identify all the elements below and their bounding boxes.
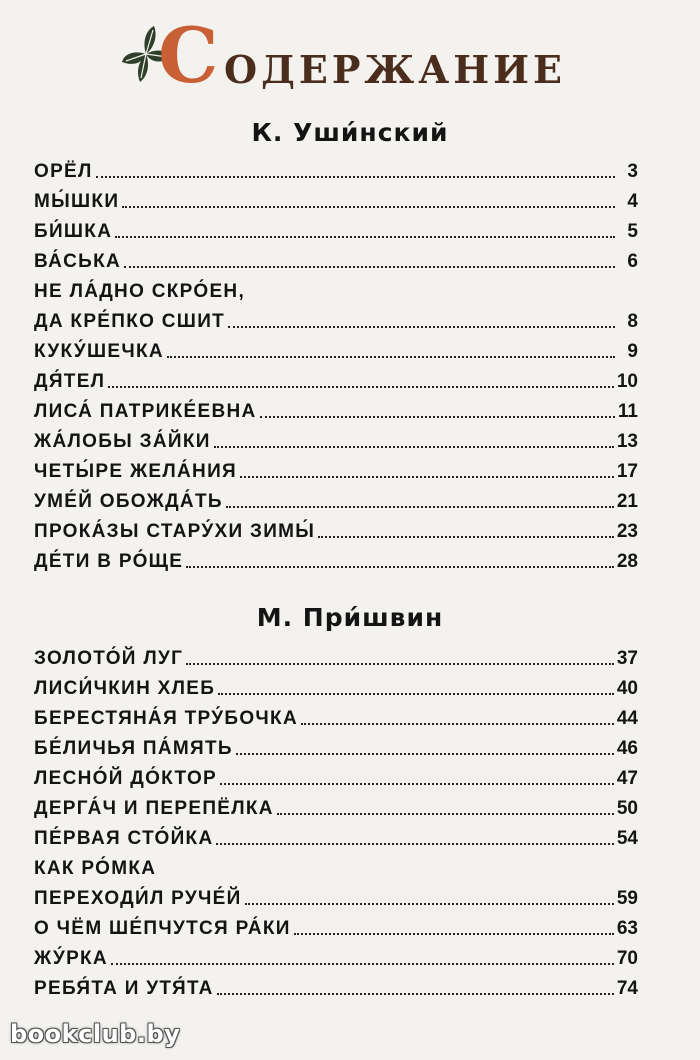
toc-title: ПРОКА́ЗЫ СТАРУ́ХИ ЗИМЫ́ [34, 521, 316, 542]
toc-page-number: 40 [616, 678, 638, 699]
toc-row[interactable] [34, 393, 638, 423]
dot-leader [108, 386, 614, 388]
toc-title: УМЕ́Й ОБОЖДА́ТЬ [34, 491, 223, 512]
dot-leader [260, 416, 615, 418]
dot-leader [294, 933, 614, 935]
toc-page-number: 13 [616, 431, 638, 452]
toc-page-number: 54 [616, 828, 638, 849]
toc-row[interactable] [34, 273, 638, 303]
title-initial-letter: С [158, 11, 219, 100]
toc-row[interactable] [34, 303, 638, 333]
toc-row[interactable] [34, 760, 638, 790]
toc-title: ПЕ́РВАЯ СТО́ЙКА [34, 828, 214, 849]
toc-page-number: 9 [627, 341, 638, 362]
toc-row[interactable] [34, 453, 638, 483]
toc-page-number: 10 [616, 371, 638, 392]
toc-page-number: 47 [616, 768, 638, 789]
toc-title: ДЕРГА́Ч И ПЕРЕПЁЛКА [34, 798, 274, 819]
dot-leader [220, 783, 614, 785]
toc-page-number: 6 [627, 251, 638, 272]
toc-row[interactable] [34, 790, 638, 820]
toc-row[interactable] [34, 970, 638, 1000]
author-heading-ushinsky: К. Уши́нский [251, 118, 449, 147]
toc-page-number: 3 [627, 161, 638, 182]
dot-leader [277, 813, 614, 815]
toc-title: МЫ́ШКИ [34, 191, 120, 212]
dot-leader [167, 356, 615, 358]
toc-page-number: 59 [616, 888, 638, 909]
dot-leader [228, 326, 615, 328]
toc-page-number: 74 [616, 978, 638, 999]
contents-header [118, 11, 567, 100]
dot-leader [301, 723, 614, 725]
toc-row[interactable] [34, 820, 638, 850]
dot-leader [318, 536, 614, 538]
toc-row[interactable] [34, 670, 638, 700]
dot-leader [96, 176, 615, 178]
toc-page-number: 28 [616, 551, 638, 572]
dot-leader [216, 843, 613, 845]
toc-title: БИ́ШКА [34, 221, 113, 242]
toc-row[interactable] [34, 940, 638, 970]
dot-leader [217, 993, 614, 995]
author-heading-prishvin: М. При́швин [256, 603, 444, 632]
toc-row[interactable] [34, 183, 638, 213]
toc-title: БЕ́ЛИЧЬЯ ПА́МЯТЬ [34, 738, 233, 759]
toc-row[interactable] [34, 730, 638, 760]
toc-title: КУКУ́ШЕЧКА [34, 341, 164, 362]
toc-row[interactable] [34, 700, 638, 730]
dot-leader [124, 266, 615, 268]
toc-title: ЛЕСНО́Й ДО́КТОР [34, 768, 218, 789]
watermark: bookclub.by [10, 1020, 181, 1048]
toc-page-number: 5 [627, 221, 638, 242]
toc-row[interactable] [34, 880, 638, 910]
toc-title: НЕ ЛА́ДНО СКРО́ЕН, [34, 281, 246, 302]
toc-title: О ЧЁМ ШЕ́ПЧУТСЯ РА́КИ [34, 918, 291, 939]
page-title: ОДЕРЖАНИЕ [224, 47, 567, 92]
dot-leader [115, 236, 615, 238]
toc-title: БЕРЕСТЯНА́Я ТРУ́БОЧКА [34, 708, 298, 729]
dot-leader [111, 963, 614, 965]
dot-leader [122, 206, 615, 208]
toc-title: ЖА́ЛОБЫ ЗА́ЙКИ [34, 431, 211, 452]
toc-title: ДЕ́ТИ В РО́ЩЕ [34, 551, 184, 572]
toc-page-number: 44 [616, 708, 638, 729]
toc-row[interactable] [34, 850, 638, 880]
dot-leader [214, 446, 614, 448]
toc-row[interactable] [34, 910, 638, 940]
toc-title: ВА́СЬКА [34, 251, 121, 272]
toc-title: ЧЕТЫ́РЕ ЖЕЛА́НИЯ [34, 461, 237, 482]
dot-leader [186, 663, 614, 665]
toc-title: КАК РО́МКА [34, 858, 157, 879]
toc-page-number: 46 [616, 738, 638, 759]
dot-leader [236, 753, 614, 755]
toc-page-number: 63 [616, 918, 638, 939]
toc-title: ДА КРЕ́ПКО СШИТ [34, 311, 226, 332]
toc-page-number: 50 [616, 798, 638, 819]
toc-page-number: 21 [616, 491, 638, 512]
toc-page-number: 4 [627, 191, 638, 212]
toc-row[interactable] [34, 543, 638, 573]
dot-leader [240, 476, 614, 478]
dot-leader [245, 903, 614, 905]
dot-leader [186, 566, 614, 568]
toc-page-number: 8 [627, 311, 638, 332]
dot-leader [226, 506, 614, 508]
toc-row[interactable] [34, 423, 638, 453]
toc-page-number: 70 [616, 948, 638, 969]
toc-title: РЕБЯ́ТА И УТЯ́ТА [34, 978, 214, 999]
toc-row[interactable] [34, 333, 638, 363]
toc-title: ЛИСА́ ПАТРИКЕ́ЕВНА [34, 401, 257, 422]
toc-row[interactable] [34, 213, 638, 243]
toc-page-number: 17 [616, 461, 638, 482]
toc-row[interactable] [34, 483, 638, 513]
toc-page-number: 23 [616, 521, 638, 542]
toc-row[interactable] [34, 363, 638, 393]
toc-title: ЗОЛОТО́Й ЛУГ [34, 648, 184, 669]
toc-row[interactable] [34, 513, 638, 543]
toc-title: ПЕРЕХОДИ́Л РУЧЕ́Й [34, 888, 242, 909]
toc-title: ДЯ́ТЕЛ [34, 371, 106, 392]
toc-title: ОРЁЛ [34, 161, 93, 182]
toc-row[interactable] [34, 153, 638, 183]
toc-title: ЛИСИ́ЧКИН ХЛЕБ [34, 678, 216, 699]
toc-row[interactable] [34, 243, 638, 273]
toc-row[interactable] [34, 640, 638, 670]
dot-leader [218, 693, 614, 695]
toc-page-number: 11 [617, 401, 638, 422]
toc-page-number: 37 [616, 648, 638, 669]
toc-title: ЖУ́РКА [34, 948, 108, 969]
